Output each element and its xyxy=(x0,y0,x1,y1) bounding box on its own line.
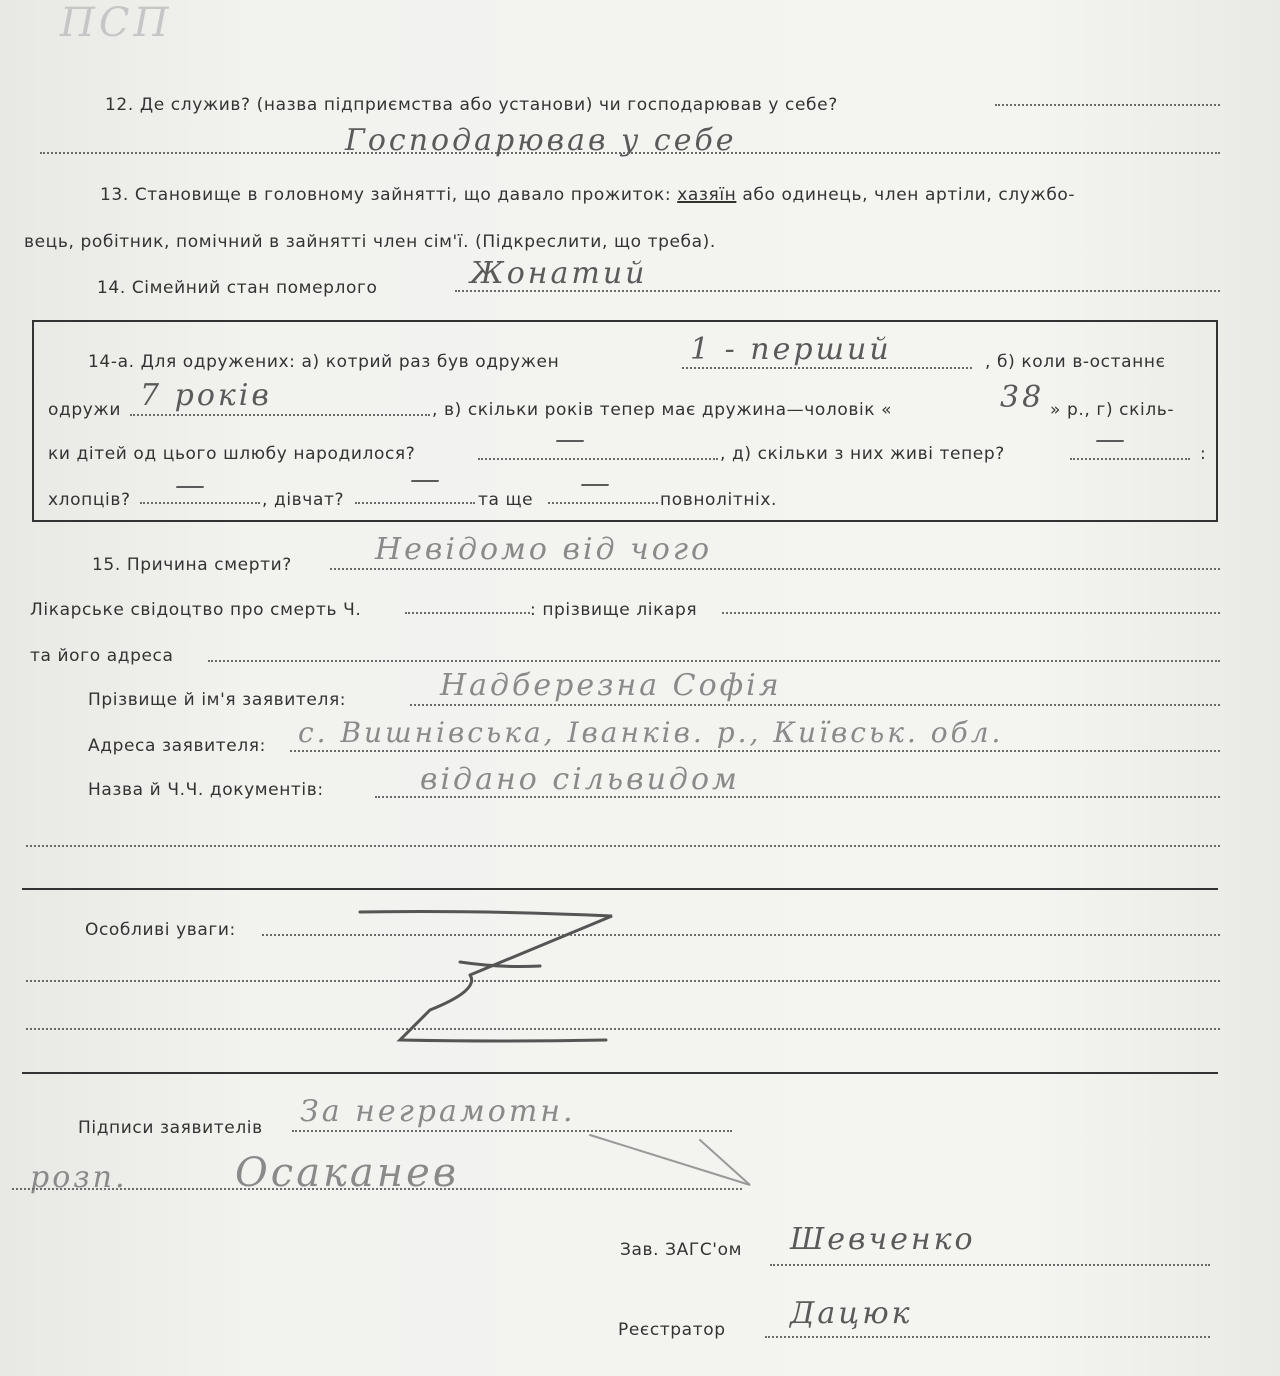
applicants-sign-line xyxy=(292,1130,732,1132)
q13-line2: вець, робітник, помічний в зайнятті член сім'ї. (Підкреслити, що треба). xyxy=(24,232,716,252)
head-label: Зав. ЗАГС'ом xyxy=(620,1240,743,1260)
applicants-sign-value: За неграмотн. xyxy=(300,1094,576,1129)
q14a-more-value: — xyxy=(580,466,613,501)
q14a-line4-more: та ще xyxy=(478,490,534,510)
q13-line1-post: або одинець, член артіли, службо- xyxy=(742,185,1076,205)
q15-answer: Невідомо від чого xyxy=(375,532,713,567)
q13-selected-option: хазяїн xyxy=(677,185,737,205)
applicants-sign-prefix: розп. xyxy=(30,1160,128,1195)
q14a-line1-pre: 14-а. Для одружених: а) котрий раз був одружен xyxy=(88,352,560,372)
q14a-boys-value: — xyxy=(175,468,208,503)
q14-label: 14. Сімейний стан померлого xyxy=(97,278,378,298)
q14a-line2-pre: одружи xyxy=(48,400,121,420)
q14a-girls-value: — xyxy=(410,462,443,497)
q15-doctor-label: : прізвище лікаря xyxy=(530,600,698,620)
registrar-signature: Дацюк xyxy=(790,1296,913,1331)
q13-line1-pre: 13. Становище в головному зайнятті, що давало прожиток: xyxy=(100,185,672,205)
q14-answer: Жонатий xyxy=(470,256,648,291)
q15-address-label: та його адреса xyxy=(30,646,174,666)
applicant-docs-label: Назва й Ч.Ч. документів: xyxy=(88,780,324,800)
corner-archive-mark: ПСП xyxy=(60,0,173,46)
q14a-line2-answer: 7 років xyxy=(140,378,272,413)
q14a-line4-adults: повнолітніх. xyxy=(660,490,778,510)
applicants-sign-label: Підписи заявителів xyxy=(78,1118,263,1138)
applicant-docs-value: відано сільвидом xyxy=(420,762,740,797)
q14a-age: 38 xyxy=(1000,380,1045,415)
registrar-label: Реєстратор xyxy=(618,1320,726,1340)
q14a-line2-mid: , в) скільки років тепер має дружина—чоловік « xyxy=(432,400,893,420)
applicant-name-label: Прізвище й ім'я заявителя: xyxy=(88,690,347,710)
q12-label: 12. Де служив? (назва підприємства або установи) чи господарював у себе? xyxy=(105,95,838,115)
q14a-line4-boys: хлопців? xyxy=(48,490,131,510)
q14a-line3-mid: , д) скільки з них живі тепер? xyxy=(720,444,1005,464)
head-signature: Шевченко xyxy=(790,1222,976,1257)
q15-cert-label: Лікарське свідоцтво про смерть Ч. xyxy=(30,600,362,620)
applicant-address-value: с. Вишнівська, Іванків. р., Київськ. обл. xyxy=(298,716,1004,749)
applicants-signature: Осаканев xyxy=(235,1150,460,1196)
applicants-sign-line-2 xyxy=(12,1188,742,1190)
q14a-line3-pre: ки дітей од цього шлюбу народилося? xyxy=(48,444,416,464)
q14a-line3-answer2: — xyxy=(1095,422,1128,457)
q14a-line1-answer: 1 - перший xyxy=(690,332,892,367)
q14a-line3-answer: — xyxy=(555,422,588,457)
q15-label: 15. Причина смерти? xyxy=(92,555,292,575)
q12-answer: Господарював у себе xyxy=(345,123,737,158)
applicant-name-value: Надберезна Софія xyxy=(440,668,782,703)
registrar-sign-line xyxy=(765,1336,1210,1338)
q14a-line1-post: , б) коли в-останнє xyxy=(985,352,1166,372)
q14a-line2-post: » р., г) скіль- xyxy=(1050,400,1175,420)
q14a-line4-girls: , дівчат? xyxy=(262,490,345,510)
notes-label: Особливі уваги: xyxy=(85,920,236,940)
q14a-line3-colon: : xyxy=(1200,444,1207,464)
head-sign-line xyxy=(770,1264,1210,1266)
applicant-address-label: Адреса заявителя: xyxy=(88,736,266,756)
